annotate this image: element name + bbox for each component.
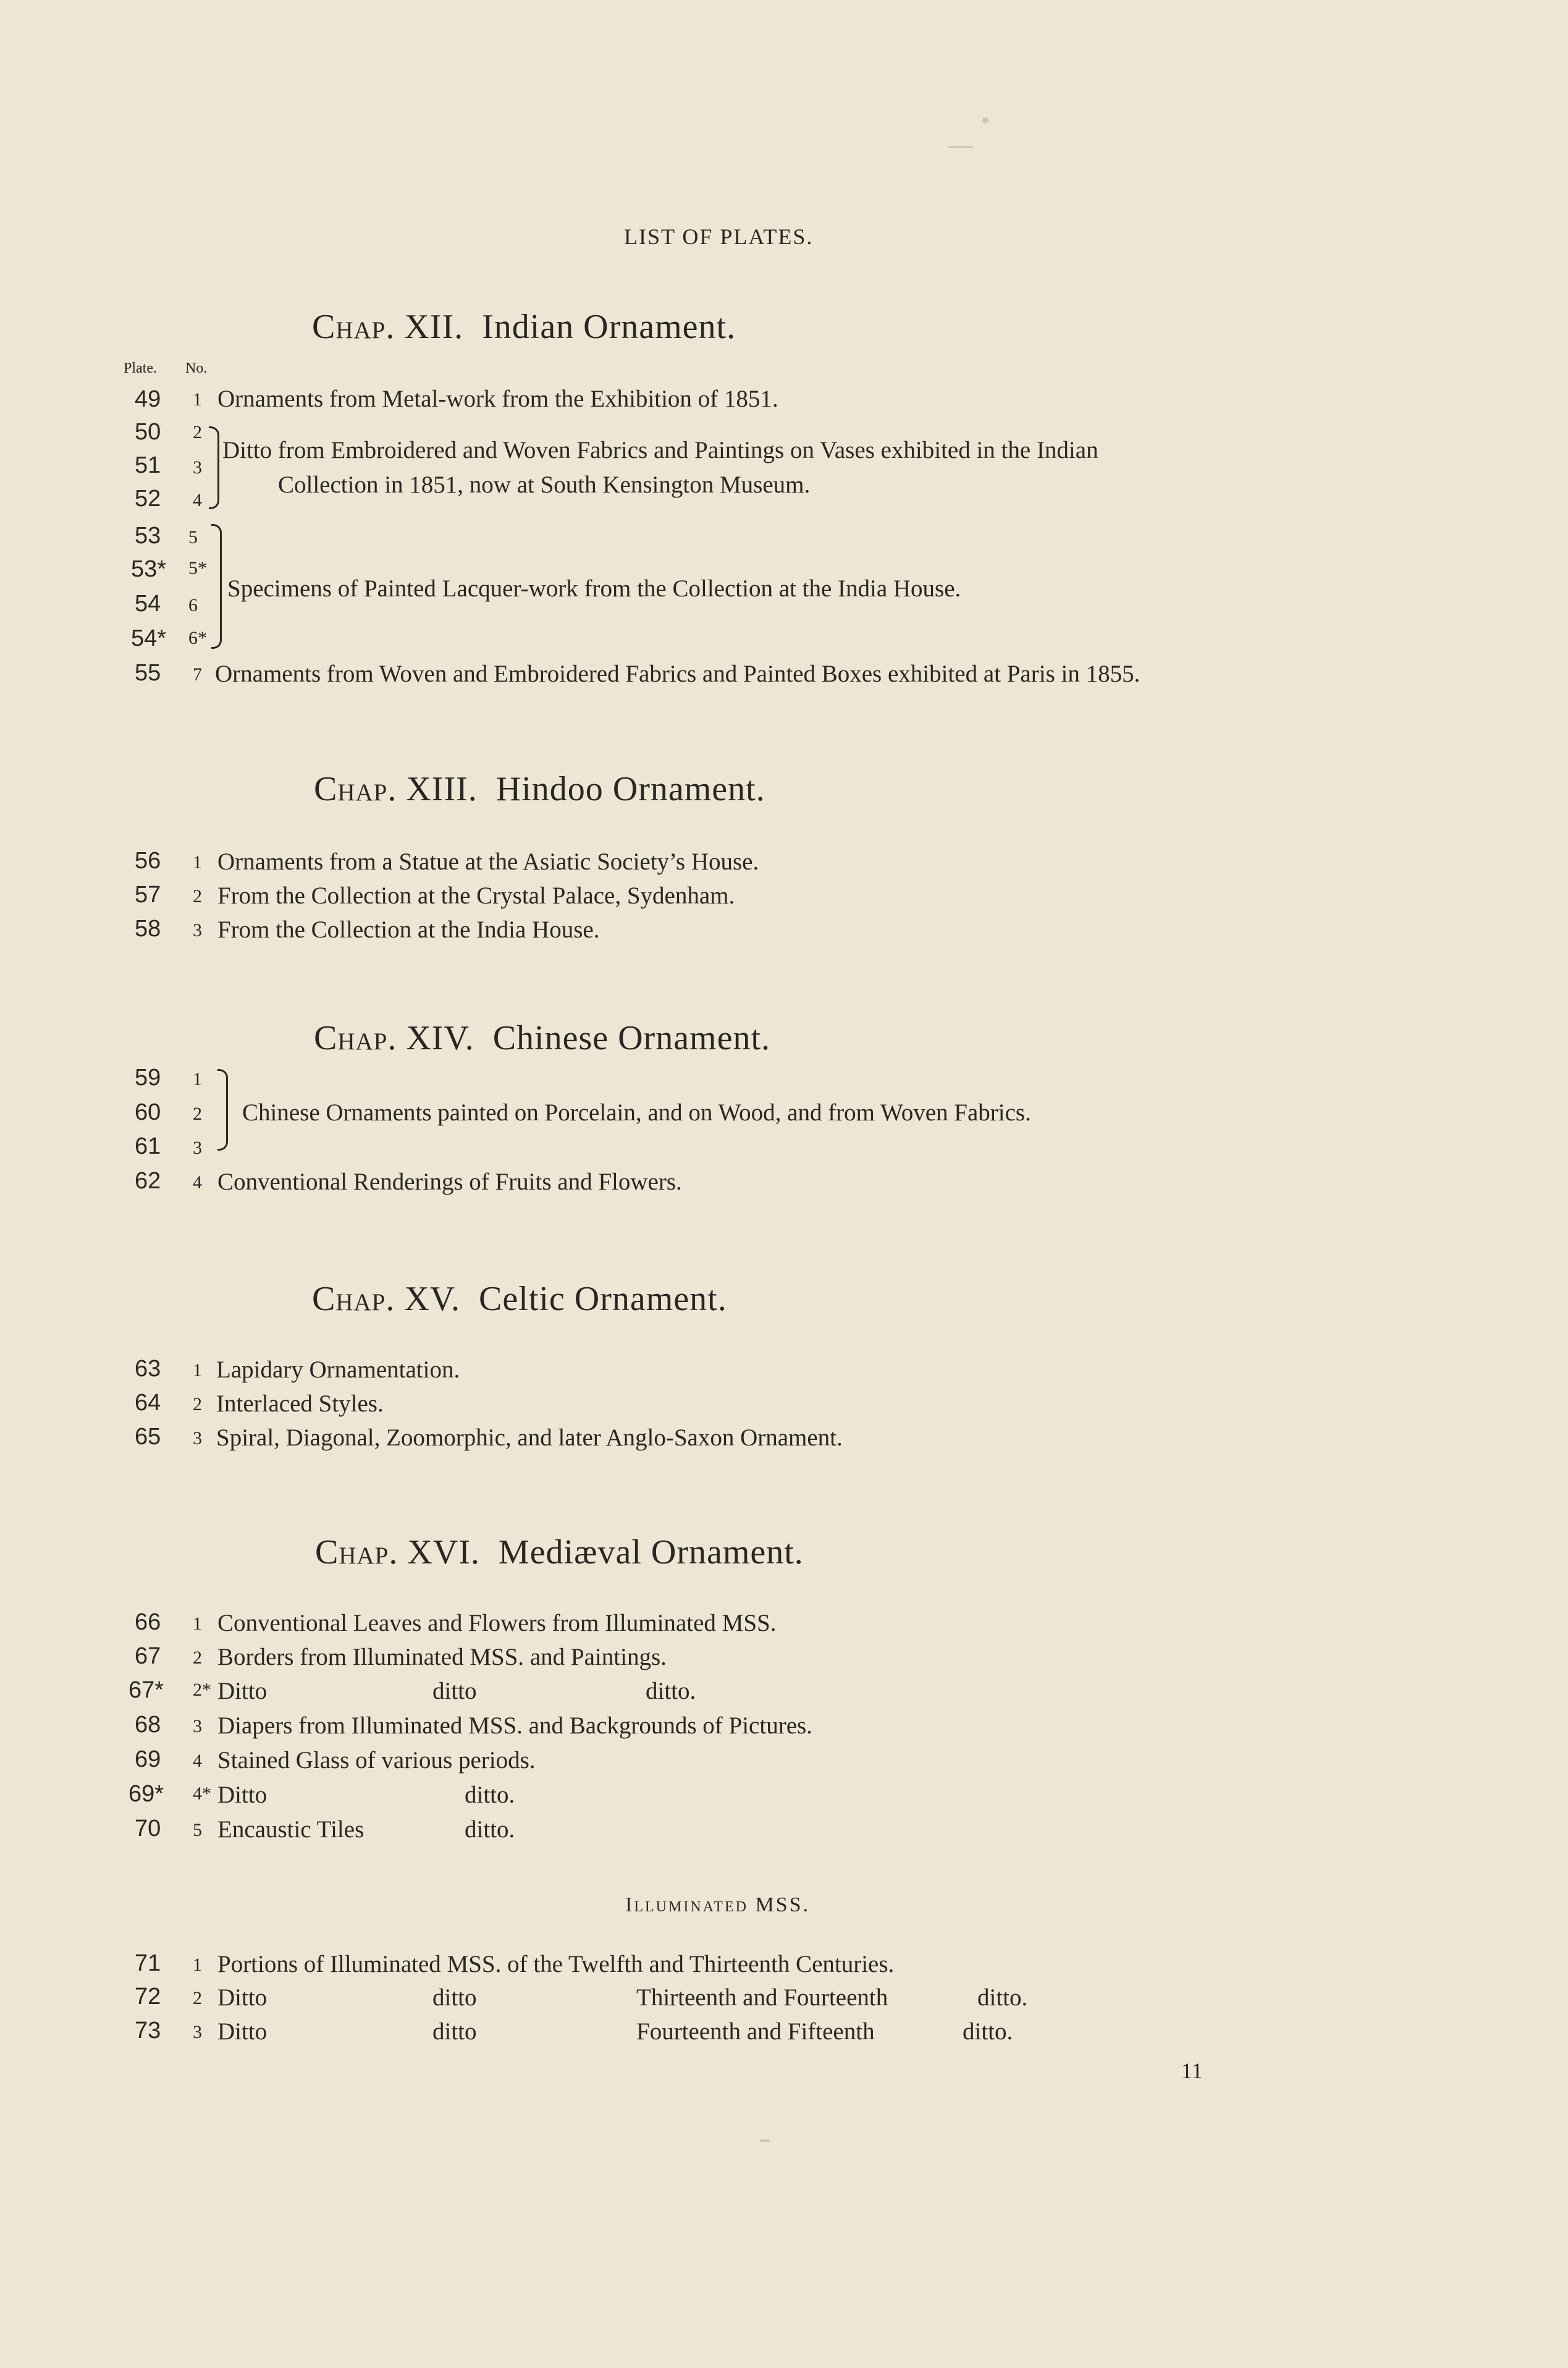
plate-number: 66 bbox=[135, 1609, 161, 1635]
plate-number: 55 bbox=[135, 660, 161, 686]
item-number: 6* bbox=[188, 628, 207, 648]
chapter-number: Chap. XV. bbox=[312, 1280, 461, 1318]
page-number: 11 bbox=[1181, 2058, 1203, 2083]
ditto-mark: ditto. bbox=[963, 2018, 1013, 2045]
subsection-title: Illuminated MSS. bbox=[625, 1893, 811, 1916]
plate-number: 57 bbox=[135, 882, 161, 908]
bracket bbox=[211, 524, 222, 649]
plate-number: 49 bbox=[135, 386, 161, 412]
chapter-number: Chap. XIII. bbox=[314, 770, 478, 808]
plate-number: 50 bbox=[135, 419, 161, 445]
ditto-mark: ditto bbox=[432, 2018, 477, 2045]
plate-number: 64 bbox=[135, 1390, 161, 1416]
plate-description: Ornaments from a Statue at the Asiatic Society’s House. bbox=[217, 848, 759, 875]
plate-number: 67* bbox=[129, 1677, 164, 1703]
plate-number: 65 bbox=[135, 1424, 161, 1450]
item-number: 3 bbox=[193, 457, 202, 478]
column-head-no: No. bbox=[185, 360, 208, 376]
chapter-number: Chap. XIV. bbox=[314, 1019, 474, 1057]
plate-description: Borders from Illuminated MSS. and Paintings. bbox=[217, 1644, 667, 1670]
century-range: Fourteenth and Fifteenth bbox=[636, 2018, 875, 2045]
plate-description: Spiral, Diagonal, Zoomorphic, and later Anglo-Saxon Ornament. bbox=[216, 1424, 843, 1451]
plate-number: 58 bbox=[135, 916, 161, 942]
item-number: 2 bbox=[193, 886, 202, 907]
group-description: Specimens of Painted Lacquer-work from the Collection at the India House. bbox=[227, 575, 961, 602]
item-number: 2 bbox=[193, 422, 202, 442]
item-number: 5 bbox=[188, 527, 198, 548]
paper-spot bbox=[982, 117, 988, 124]
item-number: 2* bbox=[193, 1680, 211, 1700]
item-number: 3 bbox=[193, 1428, 202, 1448]
plate-description: Conventional Leaves and Flowers from Illuminated MSS. bbox=[217, 1610, 777, 1636]
plate-description: Conventional Renderings of Fruits and Flowers. bbox=[217, 1169, 682, 1195]
item-number: 3 bbox=[193, 1138, 202, 1158]
chapter-name: Hindoo Ornament. bbox=[495, 770, 765, 808]
item-number: 7 bbox=[193, 664, 202, 685]
item-number: 2 bbox=[193, 1988, 202, 2008]
item-number: 4 bbox=[193, 490, 202, 510]
plate-description: Stained Glass of various periods. bbox=[217, 1747, 536, 1774]
item-number: 5* bbox=[188, 558, 207, 578]
plate-description: From the Collection at the India House. bbox=[217, 916, 600, 943]
plate-description: From the Collection at the Crystal Palace, Sydenham. bbox=[217, 882, 735, 909]
plate-number: 62 bbox=[135, 1168, 161, 1194]
item-number: 3 bbox=[193, 920, 202, 941]
chapter-name: Indian Ornament. bbox=[482, 308, 736, 346]
column-head-plate: Plate. bbox=[124, 360, 157, 376]
plate-number: 60 bbox=[135, 1099, 161, 1125]
plate-number: 54 bbox=[135, 591, 161, 617]
ditto-mark: ditto. bbox=[465, 1816, 515, 1843]
item-number: 6 bbox=[188, 595, 198, 615]
group-description-continued: Collection in 1851, now at South Kensington Museum. bbox=[278, 471, 811, 498]
chapter-name: Chinese Ornament. bbox=[492, 1019, 771, 1057]
century-range: Thirteenth and Fourteenth bbox=[636, 1984, 888, 2011]
plate-description: Diapers from Illuminated MSS. and Backgrounds of Pictures. bbox=[217, 1712, 812, 1739]
plate-description: Interlaced Styles. bbox=[216, 1390, 384, 1417]
ditto-mark: ditto bbox=[432, 1984, 477, 2011]
bracket bbox=[217, 1069, 228, 1151]
ditto-mark: ditto. bbox=[977, 1984, 1028, 2011]
ditto-mark: ditto. bbox=[465, 1782, 515, 1808]
chapter-title bbox=[315, 1533, 804, 1572]
item-number: 4 bbox=[193, 1751, 202, 1771]
item-number: 2 bbox=[193, 1104, 202, 1124]
item-number: 2 bbox=[193, 1394, 202, 1414]
ditto-mark: ditto bbox=[432, 1678, 477, 1704]
plate-number: 71 bbox=[135, 1950, 161, 1976]
plate-number: 59 bbox=[135, 1065, 161, 1091]
item-number: 1 bbox=[193, 1360, 202, 1381]
plate-number: 63 bbox=[135, 1356, 161, 1382]
plate-description: Encaustic Tiles bbox=[217, 1816, 365, 1843]
plate-number: 53* bbox=[131, 556, 167, 582]
plate-number: 51 bbox=[135, 452, 161, 478]
item-number: 1 bbox=[193, 1613, 202, 1634]
plate-number: 73 bbox=[135, 2018, 161, 2044]
chapter-number: Chap. XVI. bbox=[315, 1533, 480, 1571]
item-number: 3 bbox=[193, 2022, 202, 2042]
plate-number: 70 bbox=[135, 1816, 161, 1842]
bracket bbox=[209, 426, 219, 509]
item-number: 5 bbox=[193, 1820, 202, 1840]
item-number: 2 bbox=[193, 1647, 202, 1668]
plate-description: Ditto bbox=[217, 1984, 268, 2011]
plate-description: Ditto bbox=[217, 2018, 268, 2045]
paper-mark bbox=[948, 146, 973, 148]
chapter-title bbox=[312, 307, 736, 347]
chapter-name: Celtic Ornament. bbox=[479, 1280, 727, 1318]
page-header: LIST OF PLATES. bbox=[624, 224, 814, 249]
ditto-mark: ditto. bbox=[646, 1678, 696, 1704]
paper-mark bbox=[760, 2139, 770, 2142]
item-number: 1 bbox=[193, 389, 202, 410]
plate-number: 67 bbox=[135, 1643, 161, 1669]
group-description: Ditto from Embroidered and Woven Fabrics and Paintings on Vases exhibited in the Indian bbox=[222, 437, 1098, 463]
plate-number: 52 bbox=[135, 486, 161, 512]
chapter-title bbox=[312, 1279, 727, 1319]
plate-description: Ditto bbox=[217, 1782, 268, 1808]
plate-number: 56 bbox=[135, 848, 161, 874]
plate-description: Ditto bbox=[217, 1678, 268, 1704]
group-description: Chinese Ornaments painted on Porcelain, and on Wood, and from Woven Fabrics. bbox=[242, 1099, 1031, 1126]
plate-number: 53 bbox=[135, 523, 161, 549]
item-number: 1 bbox=[193, 1069, 202, 1089]
plate-description: Lapidary Ornamentation. bbox=[216, 1356, 460, 1383]
item-number: 1 bbox=[193, 852, 202, 873]
plate-number: 69 bbox=[135, 1746, 161, 1772]
plate-number: 72 bbox=[135, 1984, 161, 2010]
plate-number: 61 bbox=[135, 1133, 161, 1159]
chapter-title bbox=[314, 1018, 770, 1058]
plate-number: 54* bbox=[131, 625, 167, 651]
plate-description: Portions of Illuminated MSS. of the Twelfth and Thirteenth Centuries. bbox=[217, 1951, 895, 1977]
plate-number: 69* bbox=[129, 1781, 164, 1807]
chapter-number: Chap. XII. bbox=[312, 308, 464, 346]
plate-description: Ornaments from Woven and Embroidered Fabrics and Painted Boxes exhibited at Paris in 1855. bbox=[215, 661, 1140, 687]
item-number: 4* bbox=[193, 1783, 211, 1804]
item-number: 1 bbox=[193, 1955, 202, 1975]
item-number: 4 bbox=[193, 1172, 202, 1193]
item-number: 3 bbox=[193, 1716, 202, 1736]
plate-description: Ornaments from Metal-work from the Exhibition of 1851. bbox=[217, 386, 778, 412]
chapter-name: Mediæval Ornament. bbox=[498, 1533, 804, 1571]
plate-number: 68 bbox=[135, 1712, 161, 1738]
chapter-title bbox=[314, 769, 765, 809]
